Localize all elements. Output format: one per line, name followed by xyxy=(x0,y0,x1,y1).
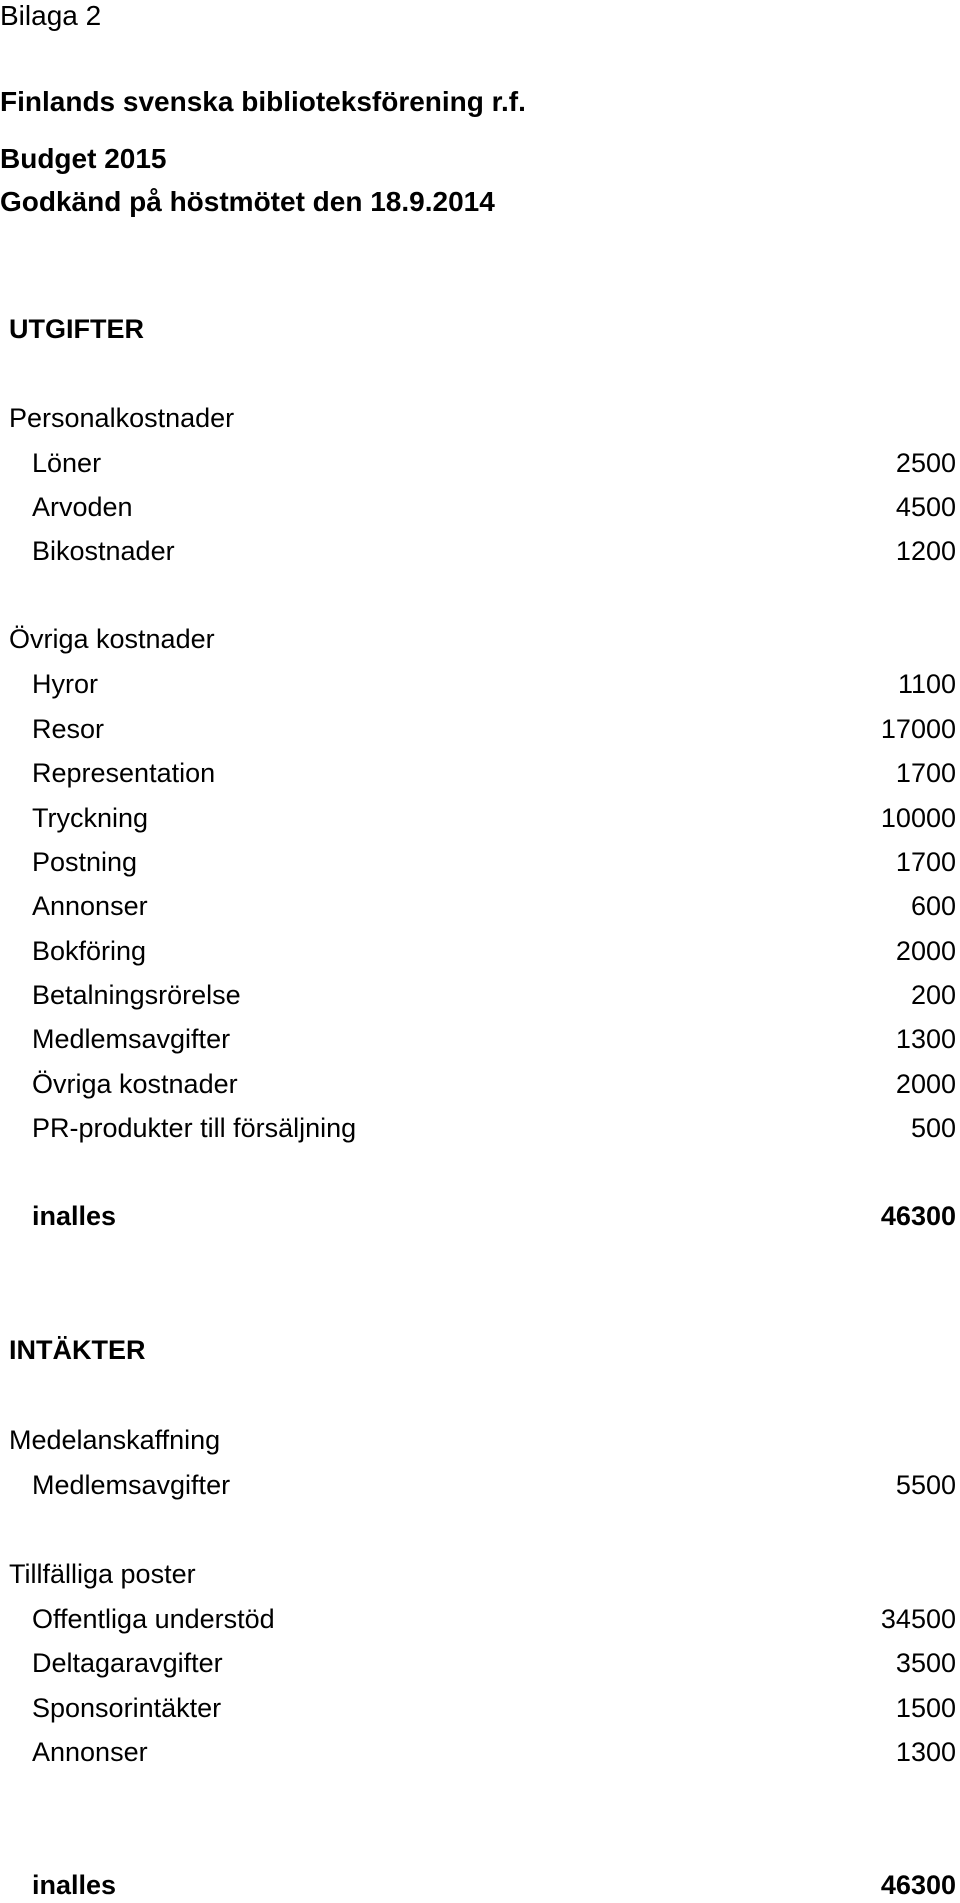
row-value: 1500 xyxy=(895,1693,956,1723)
expense-row xyxy=(32,1023,956,1055)
expense-row xyxy=(32,935,956,967)
income-row xyxy=(32,1603,956,1635)
total-value: 46300 xyxy=(880,1870,956,1900)
row-value: 1200 xyxy=(895,536,956,566)
expense-row xyxy=(32,757,956,789)
income-total-row xyxy=(32,1869,956,1901)
row-value: 2000 xyxy=(895,1069,956,1099)
row-label: Arvoden xyxy=(32,492,133,522)
row-label: Resor xyxy=(32,714,105,744)
row-value: 5500 xyxy=(895,1470,956,1500)
row-value: 10000 xyxy=(880,803,956,833)
expense-row xyxy=(32,1112,956,1144)
row-label: Medlemsavgifter xyxy=(32,1470,231,1500)
row-label: Offentliga understöd xyxy=(32,1604,275,1634)
organization-name: Finlands svenska biblioteksförening r.f. xyxy=(0,86,526,117)
row-value: 1300 xyxy=(895,1024,956,1054)
row-value: 1100 xyxy=(897,669,956,699)
expense-row xyxy=(32,802,956,834)
expense-row xyxy=(32,890,956,922)
row-value: 1700 xyxy=(895,758,956,788)
expense-row xyxy=(32,668,956,700)
row-value: 500 xyxy=(910,1113,956,1143)
expense-row xyxy=(32,1068,956,1100)
staff-costs-heading: Personalkostnader xyxy=(9,403,235,433)
row-label: Betalningsrörelse xyxy=(32,980,241,1010)
total-value: 46300 xyxy=(880,1201,956,1231)
attachment-label: Bilaga 2 xyxy=(0,0,102,31)
expense-row xyxy=(32,535,956,567)
row-label: Annonser xyxy=(32,891,148,921)
row-label: Bikostnader xyxy=(32,536,175,566)
approval-note: Godkänd på höstmötet den 18.9.2014 xyxy=(0,186,495,217)
row-label: Representation xyxy=(32,758,216,788)
income-row xyxy=(32,1736,956,1768)
row-label: Deltagaravgifter xyxy=(32,1648,223,1678)
expense-row xyxy=(32,447,956,479)
expense-row xyxy=(32,979,956,1011)
expense-row xyxy=(32,491,956,523)
row-value: 1700 xyxy=(895,847,956,877)
row-label: Tryckning xyxy=(32,803,149,833)
row-label: Löner xyxy=(32,448,102,478)
row-label: Övriga kostnader xyxy=(32,1069,238,1099)
income-row xyxy=(32,1647,956,1679)
total-label: inalles xyxy=(32,1201,117,1231)
income-heading: INTÄKTER xyxy=(9,1335,146,1365)
row-label: Medlemsavgifter xyxy=(32,1024,231,1054)
row-label: PR-produkter till försäljning xyxy=(32,1113,357,1143)
row-value: 1300 xyxy=(895,1737,956,1767)
row-value: 17000 xyxy=(880,714,956,744)
row-value: 2000 xyxy=(895,936,956,966)
other-costs-heading: Övriga kostnader xyxy=(9,624,215,654)
row-value: 3500 xyxy=(895,1648,956,1678)
row-label: Annonser xyxy=(32,1737,148,1767)
row-value: 600 xyxy=(910,891,956,921)
row-value: 4500 xyxy=(895,492,956,522)
row-value: 200 xyxy=(910,980,956,1010)
funding-heading: Medelanskaffning xyxy=(9,1425,221,1455)
total-label: inalles xyxy=(32,1870,117,1900)
income-row xyxy=(32,1692,956,1724)
temporary-items-heading: Tillfälliga poster xyxy=(9,1559,196,1589)
expense-row xyxy=(32,846,956,878)
row-label: Sponsorintäkter xyxy=(32,1693,222,1723)
row-label: Hyror xyxy=(32,669,98,699)
expenses-heading: UTGIFTER xyxy=(9,314,144,344)
expenses-total-row xyxy=(32,1200,956,1232)
row-value: 34500 xyxy=(880,1604,956,1634)
expense-row xyxy=(32,713,956,745)
income-row xyxy=(32,1469,956,1501)
row-label: Postning xyxy=(32,847,138,877)
row-label: Bokföring xyxy=(32,936,147,966)
row-value: 2500 xyxy=(895,448,956,478)
budget-title: Budget 2015 xyxy=(0,143,167,174)
